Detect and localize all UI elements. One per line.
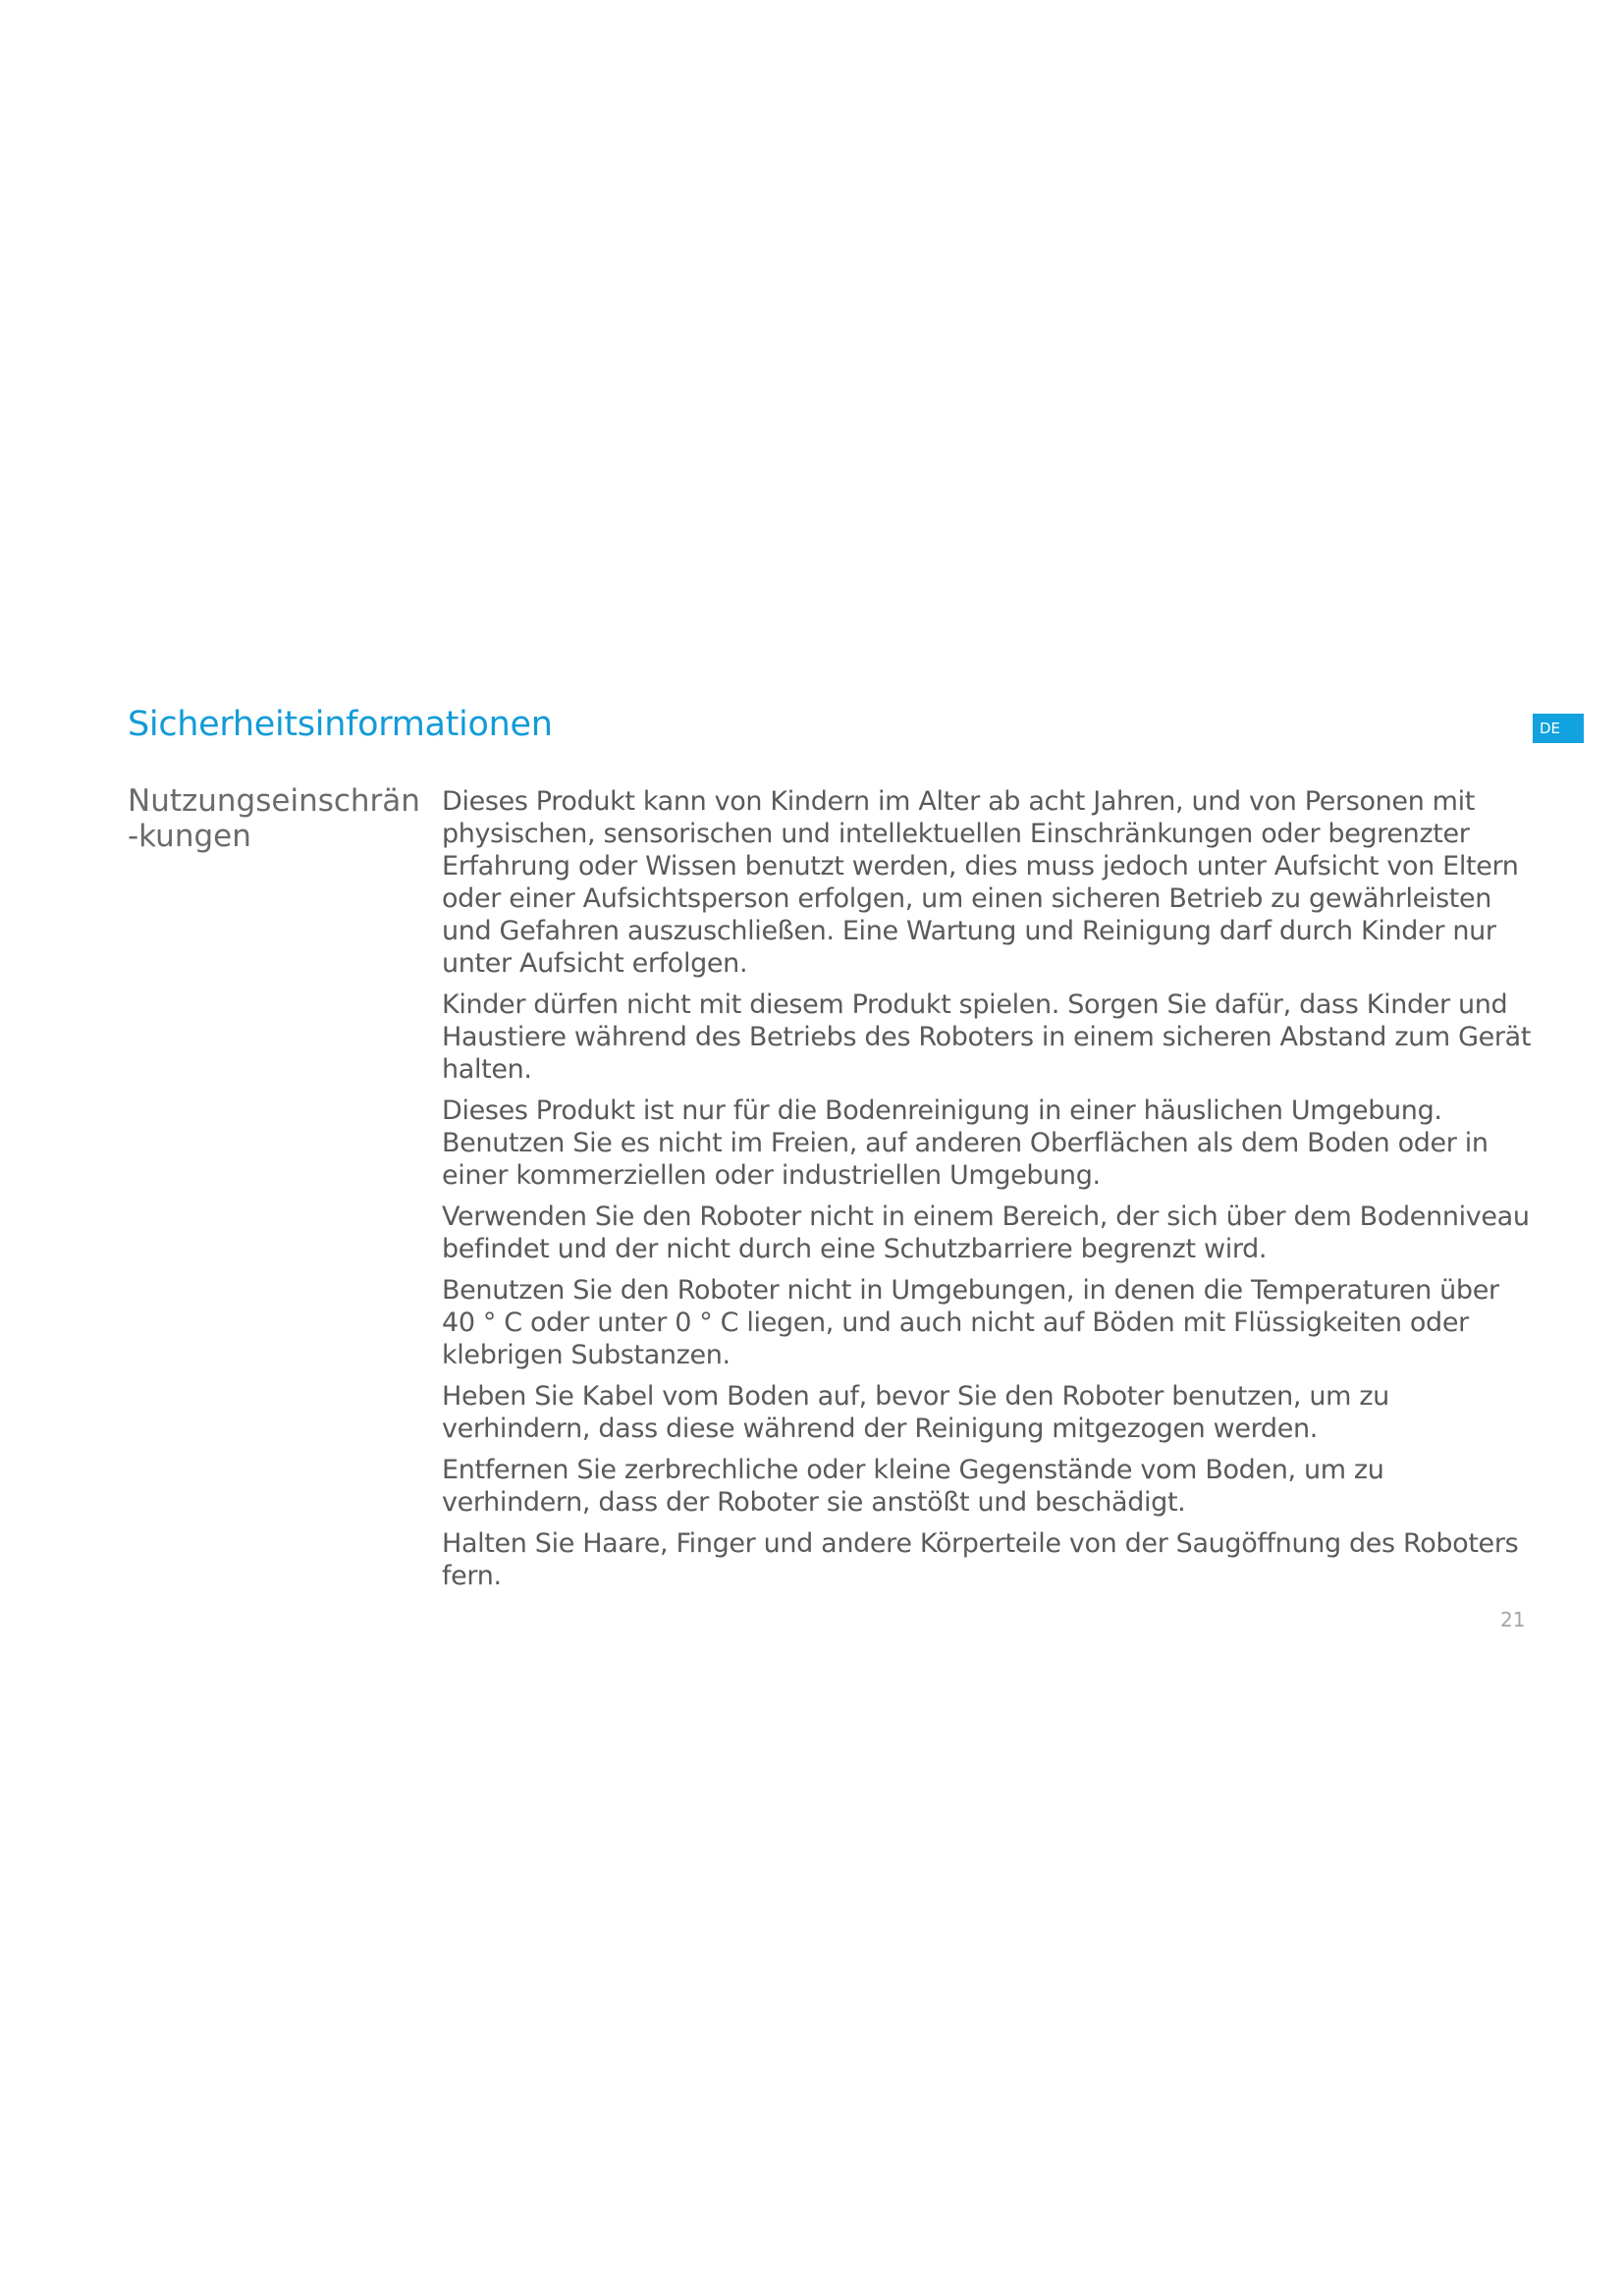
safety-paragraphs xyxy=(442,785,1532,1601)
safety-paragraph-play: Kinder dürfen nicht mit diesem Produkt spielen. Sorgen Sie dafür, dass Kinder und Haustiere während des Betriebs des Roboters in einem sicheren Abstand zum Gerät halten. xyxy=(442,989,1532,1085)
subsection-title-line-1: Nutzungseinschrän xyxy=(128,783,420,819)
safety-paragraph-cables: Heben Sie Kabel vom Boden auf, bevor Sie den Roboter benutzen, um zu verhindern, dass diese während der Reinigung mitgezogen werden. xyxy=(442,1381,1389,1444)
safety-paragraph-elevated-area: Verwenden Sie den Roboter nicht in einem Bereich, der sich über dem Bodenniveau befindet und der nicht durch eine Schutzbarriere begrenzt wird. xyxy=(442,1201,1530,1264)
page-number: 21 xyxy=(1500,1608,1526,1631)
language-badge: DE xyxy=(1533,714,1584,743)
safety-paragraph-fragile-objects: Entfernen Sie zerbrechliche oder kleine Gegenstände vom Boden, um zu verhindern, dass der Roboter sie anstößt und beschädigt. xyxy=(442,1455,1384,1518)
subsection-title xyxy=(128,783,422,854)
safety-paragraph-children: Dieses Produkt kann von Kindern im Alter ab acht Jahren, und von Personen mit physischen, sensorischen und intellektuellen Einschränkungen oder begrenzter Erfahrung oder Wissen benutzt werden, dies muss jedoch unter Aufsicht von Eltern oder einer Aufsichtsperson erfolgen, um einen sicheren Betrieb zu gewährleisten und Gefahren auszuschließen. Eine Wartung und Reinigung darf durch Kinder nur unter Aufsicht erfolgen. xyxy=(442,786,1519,979)
safety-paragraph-body-parts: Halten Sie Haare, Finger und andere Körperteile von der Saugöffnung des Roboters fern. xyxy=(442,1528,1519,1591)
subsection-title-line-2: -kungen xyxy=(128,819,251,854)
safety-paragraph-temperature: Benutzen Sie den Roboter nicht in Umgebungen, in denen die Temperaturen über 40 ° C oder unter 0 ° C liegen, und auch nicht auf Böden mit Flüssigkeiten oder klebrigen Substanzen. xyxy=(442,1275,1499,1370)
section-title: Sicherheitsinformationen xyxy=(128,705,553,744)
safety-paragraph-usage-scope: Dieses Produkt ist nur für die Bodenreinigung in einer häuslichen Umgebung. Benutzen Sie es nicht im Freien, auf anderen Oberflächen als dem Boden oder in einer kommerziellen oder industriellen Umgebung. xyxy=(442,1095,1489,1191)
